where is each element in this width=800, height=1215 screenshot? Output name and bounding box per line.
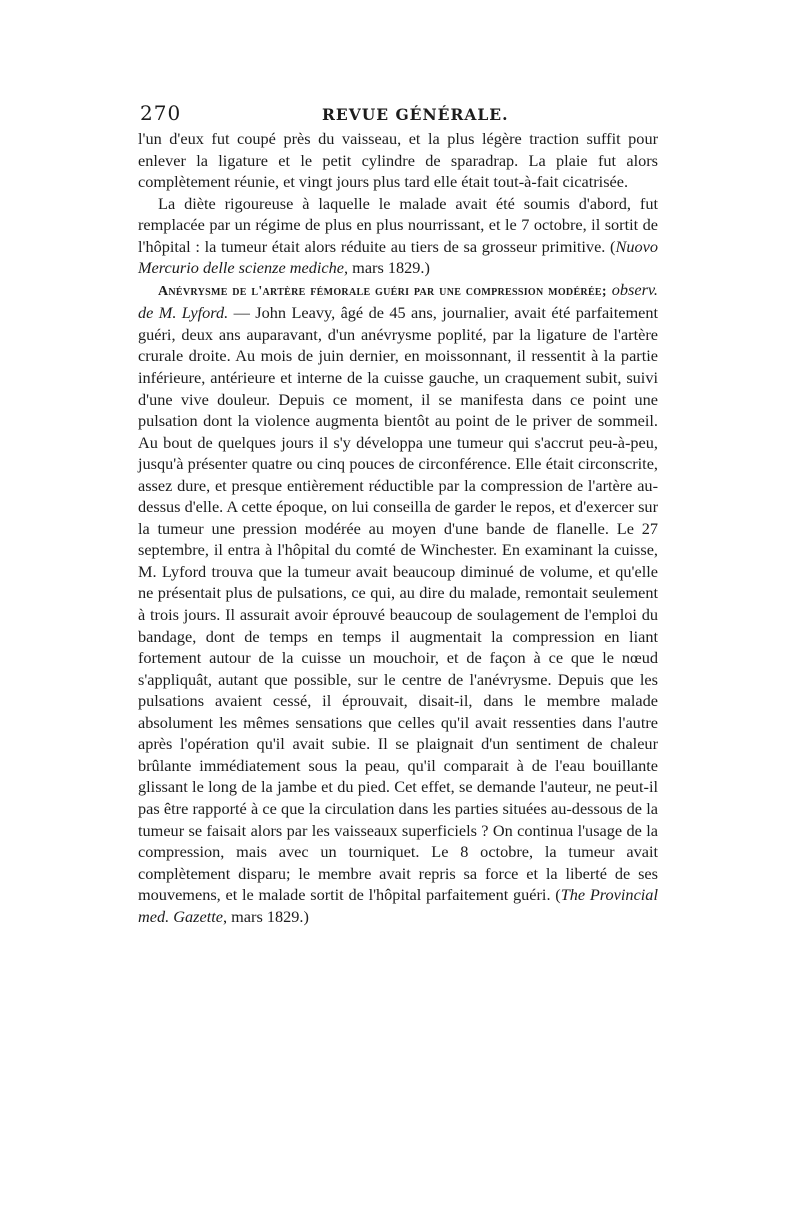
page-number: 270: [140, 101, 182, 125]
paragraph-aneurysm-case: [138, 279, 658, 927]
running-head: [138, 98, 658, 128]
journal-citation: The Provincial med. Gazette: [138, 885, 658, 926]
paragraph-text: La diète rigoureuse à laquelle le malade avait été soumis d'abord, fut remplacée par un régime de plus en plus nourrissant, et le 7 octobre, il sortit de l'hôpital : la tumeur était alors réduite au tiers de sa grosseur primitive. (: [138, 193, 658, 256]
journal-citation: Nuovo Mercurio delle scienze mediche,: [138, 236, 658, 278]
citation-date: mars 1829.): [348, 258, 430, 278]
paragraph-text: l'un d'eux fut coupé près du vaisseau, et la plus légère traction suffit pour enlever la ligature et le petit cylindre de sparadrap. La plaie fut alors complètement réunie, et vingt jours plus tard elle était tout-à-fait cicatrisée.: [138, 129, 658, 192]
article-heading: Anévrysme de l'artère fémorale guéri par une compression modérée;: [158, 283, 607, 299]
paragraph-continuation: [138, 128, 658, 193]
book-page: [138, 98, 658, 927]
paragraph-text: — John Leavy, âgé de 45 ans, journalier, avait été parfaitement guéri, deux ans auparavant, d'un anévrysme poplité, par la ligature de l'artère crurale droite. Au mois de juin dernier, en moissonnant, il ressentit à la partie inférieure, antérieure et interne de la cuisse gauche, un craquement subit, suivi d'une vive douleur. Depuis ce moment, il se manifesta dans ce point une pulsation dont la violence augmenta bientôt au point de le priver de sommeil. Au bout de quelques jours il s'y développa une tumeur qui s'accrut peu-à-peu, jusqu'à présenter quatre ou cinq pouces de circonférence. Elle était circonscrite, assez dure, et presque entièrement réductible par la compression de l'artère au-dessus d'elle. A cette époque, on lui conseilla de garder le repos, et d'exercer sur la tumeur une pression modérée au moyen d'une bande de flanelle. Le 27 septembre, il entra à l'hôpital du comté de Winchester. En examinant la cuisse, M. Lyford trouva que la tumeur avait beaucoup diminué de volume, et qu'elle ne présentait plus de pulsations, ce qui, au dire du malade, remontait seulement à trois jours. Il assurait avoir éprouvé beaucoup de soulagement de l'emploi du bandage, dont de temps en temps il augmentait la compression en liant fortement autour de la cuisse un mouchoir, et de façon à ce que le nœud s'appliquât, autant que possible, sur le centre de l'anévrysme. Depuis que les pulsations avaient cessé, il éprouvait, disait-il, dans le membre malade absolument les mêmes sensations que celles qu'il avait ressenties dans l'autre après l'opération qu'il avait subie. Il se plaignait d'un sentiment de chaleur brûlante immédiatement sous la peau, qu'il comparait à de l'eau bouillante glissant le long de la jambe et du pied. Cet effet, se demande l'auteur, ne peut-il pas être rapporté à ce que la circulation dans les parties situées au-dessous de la tumeur se faisait alors par les vaisseaux superficiels ? On continua l'usage de la compression, mais avec un tourniquet. Le 8 octobre, la tumeur avait complètement disparu; le membre avait repris sa force et la liberté de ses mouvemens, et le malade sortit de l'hôpital parfaitement guéri. (: [138, 303, 659, 905]
paragraph-diet: [138, 193, 658, 279]
running-title: REVUE GÉNÉRALE.: [322, 105, 509, 124]
citation-date: , mars 1829.): [223, 906, 309, 926]
observation-label: observ. de M. Lyford.: [138, 279, 659, 323]
